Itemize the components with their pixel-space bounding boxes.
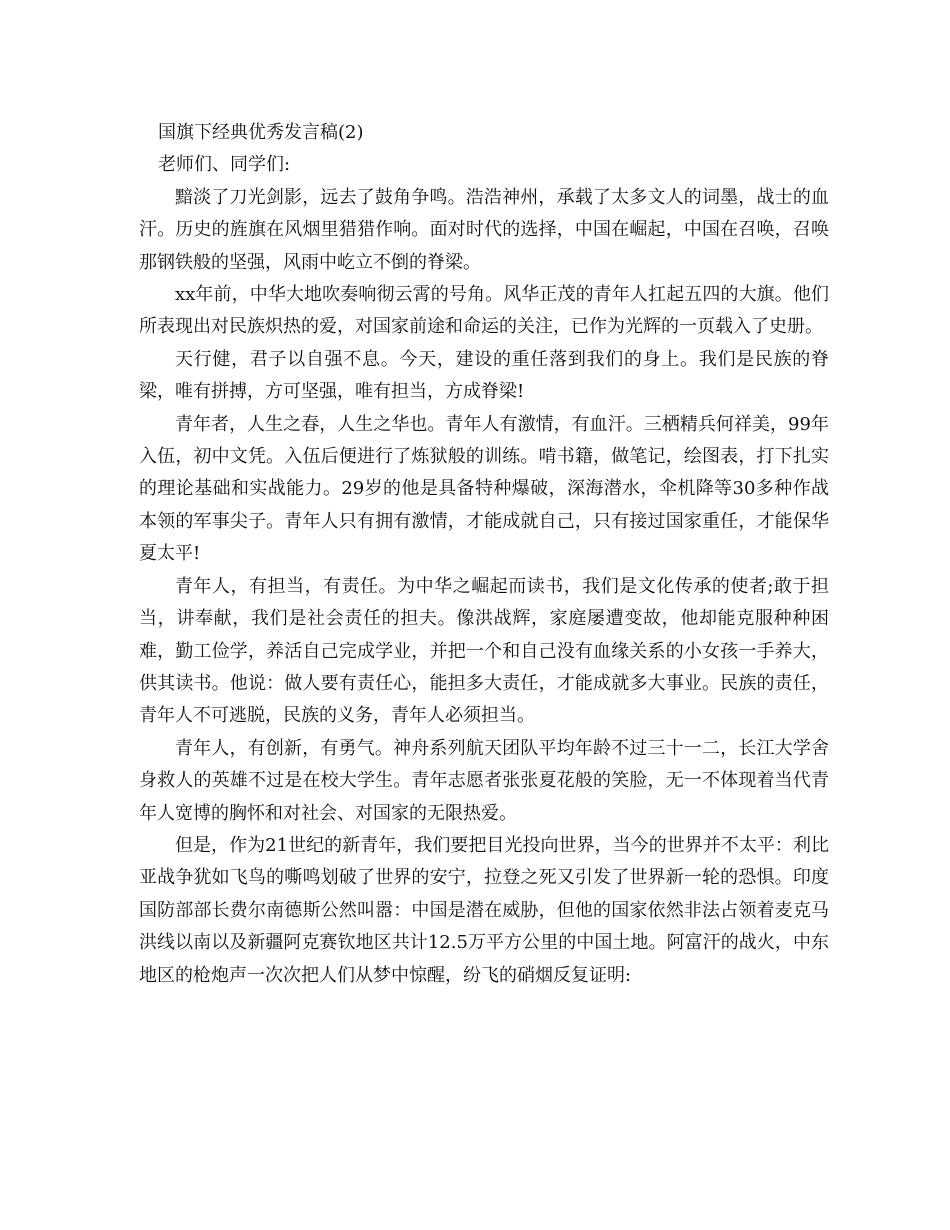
paragraph: 青年者，人生之春，人生之华也。青年人有激情，有血汗。三栖精兵何祥美，99年入伍，初中文凭。入伍后便进行了炼狱般的训练。啃书籍，做笔记，绘图表，打下扎实的理论基础和实战能力。29岁的他是具备特种爆破，深海潜水，伞机降等30多种作战本领的军事尖子。青年人只有拥有激情，才能成就自己，只有接过国家重任，才能保华夏太平!	[139, 413, 829, 565]
document-body	[139, 117, 829, 992]
paragraph: 但是，作为21世纪的新青年，我们要把目光投向世界，当今的世界并不太平：利比亚战争犹如飞鸟的嘶鸣划破了世界的安宁，拉登之死又引发了世界新一轮的恐惧。印度国防部部长费尔南德斯公然叫嚣：中国是潜在威胁，但他的国家依然非法占领着麦克马洪线以南以及新疆阿克赛钦地区共计12.5万平方公里的中国土地。阿富汗的战火，中东地区的枪炮声一次次把人们从梦中惊醒，纷飞的硝烟反复证明:	[139, 834, 829, 986]
paragraph: 青年人，有创新，有勇气。神舟系列航天团队平均年龄不过三十一二，长江大学舍身救人的英雄不过是在校大学生。青年志愿者张张夏花般的笑脸，无一不体现着当代青年人宽博的胸怀和对社会、对国家的无限热爱。	[139, 737, 829, 824]
paragraph: 天行健，君子以自强不息。今天，建设的重任落到我们的身上。我们是民族的脊梁，唯有拼搏，方可坚强，唯有担当，方成脊梁!	[139, 348, 829, 403]
paragraph: xx年前，中华大地吹奏响彻云霄的号角。风华正茂的青年人扛起五四的大旗。他们所表现出对民族炽热的爱，对国家前途和命运的关注，已作为光辉的一页载入了史册。	[139, 284, 829, 338]
paragraph: 青年人，有担当，有责任。为中华之崛起而读书，我们是文化传承的使者;敢于担当，讲奉献，我们是社会责任的担夫。像洪战辉，家庭屡遭变故，他却能克服种种困难，勤工俭学，养活自己完成学业，并把一个和自己没有血缘关系的小女孩一手养大，供其读书。他说：做人要有责任心，能担多大责任，才能成就多大事业。民族的责任，青年人不可逃脱，民族的义务，青年人必须担当。	[139, 575, 829, 727]
document-title: 国旗下经典优秀发言稿(2)	[158, 122, 364, 143]
greeting: 老师们、同学们:	[158, 154, 291, 176]
paragraph: 黯淡了刀光剑影，远去了鼓角争鸣。浩浩神州，承载了太多文人的词墨，战士的血汗。历史的旌旗在风烟里猎猎作响。面对时代的选择，中国在崛起，中国在召唤，召唤那钢铁般的坚强，风雨中屹立不倒的脊梁。	[139, 186, 829, 273]
